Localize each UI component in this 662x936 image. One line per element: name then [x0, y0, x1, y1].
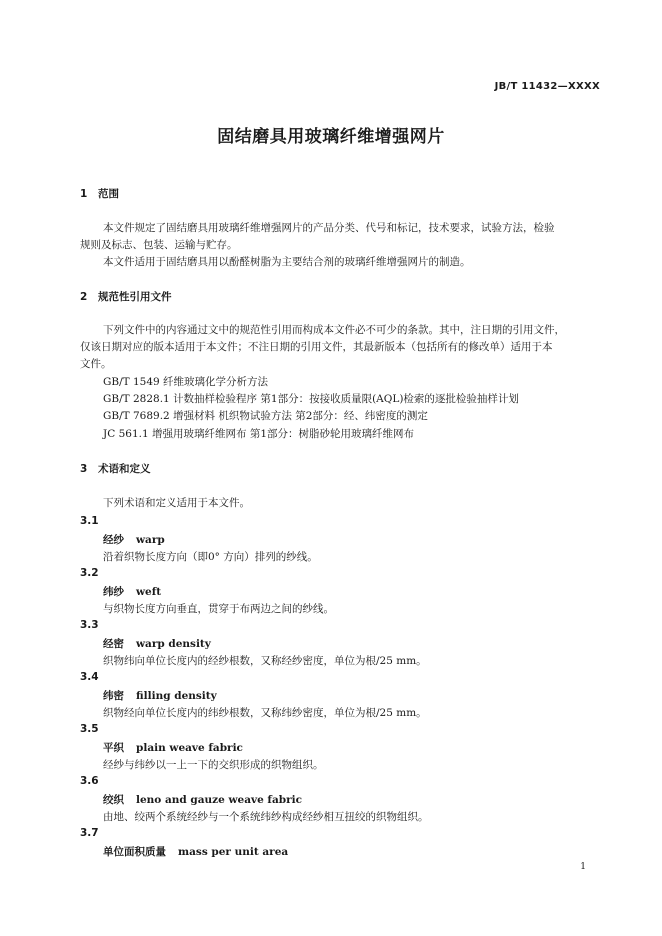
term-number: 3.7: [80, 827, 99, 839]
term-name: [103, 792, 302, 807]
term-name-en: leno and gauze weave fabric: [136, 794, 303, 806]
term-name-cn: 经纱: [103, 534, 124, 546]
term-name-en: filling density: [136, 690, 217, 702]
reference-item: GB/T 1549 纤维玻璃化学分析方法: [103, 376, 269, 388]
term-number: 3.1: [80, 515, 99, 527]
term-number: 3.6: [80, 775, 99, 787]
references-intro-line-2: 仅该日期对应的版本适用于本文件；不注日期的引用文件，其最新版本（包括所有的修改单）适用于本: [80, 341, 553, 353]
section-heading-terms-and-definitions: [80, 461, 151, 476]
term-name-cn: 纬密: [103, 690, 124, 702]
term-name-en: plain weave fabric: [136, 742, 243, 754]
term-name: [103, 740, 243, 755]
section-number: 3: [80, 463, 88, 475]
term-number: 3.2: [80, 567, 99, 579]
term-definition: 沿着织物长度方向（即0° 方向）排列的纱线。: [103, 551, 318, 563]
section-title: 范围: [98, 188, 119, 200]
term-name-en: weft: [136, 586, 162, 598]
term-number: 3.4: [80, 671, 99, 683]
term-definition: 织物纬向单位长度内的经纱根数，又称经纱密度，单位为根/25 mm。: [103, 655, 427, 667]
standard-code: JB/T 11432—XXXX: [494, 81, 600, 92]
term-number: 3.3: [80, 619, 99, 631]
term-name-en: mass per unit area: [178, 846, 289, 858]
section-heading-normative-references: [80, 289, 172, 304]
term-name: [103, 532, 165, 547]
term-definition: 由地、绞两个系统经纱与一个系统纬纱构成经纱相互扭绞的织物组织。: [103, 811, 429, 823]
term-definition: 织物经向单位长度内的纬纱根数，又称纬纱密度，单位为根/25 mm。: [103, 707, 427, 719]
term-name-cn: 纬纱: [103, 586, 124, 598]
term-name-cn: 绞织: [103, 794, 124, 806]
term-name: [103, 584, 161, 599]
section-title: 规范性引用文件: [98, 291, 172, 303]
references-intro-line-3: 文件。: [80, 358, 112, 370]
term-name: [103, 688, 217, 703]
reference-item: JC 561.1 增强用玻璃纤维网布 第1部分：树脂砂轮用玻璃纤维网布: [103, 428, 414, 440]
references-intro-line-1: 下列文件中的内容通过文中的规范性引用而构成本文件必不可少的条款。其中，注日期的引用文件，: [103, 324, 565, 336]
scope-paragraph-1-line-1: 本文件规定了固结磨具用玻璃纤维增强网片的产品分类、代号和标记，技术要求，试验方法，检验: [103, 222, 555, 234]
term-name-cn: 单位面积质量: [103, 846, 166, 858]
section-title: 术语和定义: [98, 463, 151, 475]
term-name-cn: 经密: [103, 638, 124, 650]
term-name-en: warp: [136, 534, 165, 546]
reference-item: GB/T 2828.1 计数抽样检验程序 第1部分：按接收质量限(AQL)检索的逐批检验抽样计划: [103, 393, 519, 405]
page-number: 1: [580, 862, 586, 872]
term-name: [103, 636, 211, 651]
term-name: [103, 844, 288, 859]
reference-item: GB/T 7689.2 增强材料 机织物试验方法 第2部分：经、纬密度的测定: [103, 410, 428, 422]
section-heading-scope: [80, 186, 119, 201]
section-number: 1: [80, 188, 88, 200]
scope-paragraph-1-line-2: 规则及标志、包装、运输与贮存。: [80, 239, 238, 251]
scope-paragraph-2: 本文件适用于固结磨具用以酚醛树脂为主要结合剂的玻璃纤维增强网片的制造。: [103, 256, 471, 268]
terms-intro: 下列术语和定义适用于本文件。: [103, 497, 250, 509]
term-number: 3.5: [80, 723, 99, 735]
section-number: 2: [80, 291, 88, 303]
term-name-en: warp density: [136, 638, 211, 650]
document-title: 固结磨具用玻璃纤维增强网片: [217, 127, 445, 147]
term-definition: 与织物长度方向垂直，贯穿于布两边之间的纱线。: [103, 603, 334, 615]
term-name-cn: 平织: [103, 742, 124, 754]
term-definition: 经纱与纬纱以一上一下的交织形成的织物组织。: [103, 759, 324, 771]
